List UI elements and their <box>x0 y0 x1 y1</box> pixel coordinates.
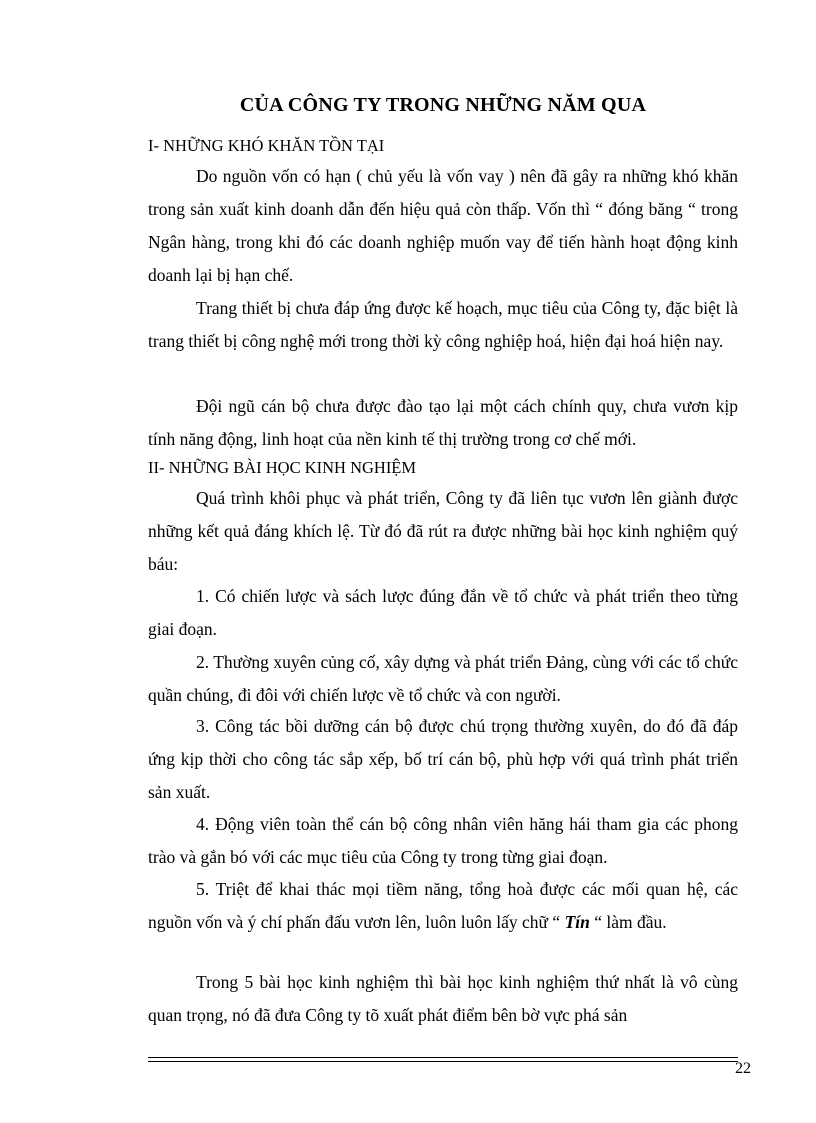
section-heading-difficulties: I- NHỮNG KHÓ KHĂN TỒN TẠI <box>148 136 385 155</box>
lesson-item-3: 3. Công tác bồi dưỡng cán bộ được chú trọng thường xuyên, do đó đã đáp ứng kịp thời cho công tác sắp xếp, bố trí cán bộ, phù hợp với quá trình phát triển sản xuất. <box>148 716 738 802</box>
page-title: CỦA CÔNG TY TRONG NHỮNG NĂM QUA <box>239 94 647 116</box>
lesson-5-text-start: 5. Triệt để khai thác mọi tiềm năng, tổng hoà được các mối quan hệ, các nguồn vốn và ý chí phấn đấu vươn lên, luôn luôn lấy chữ “ <box>148 879 738 932</box>
paragraph-equipment: Trang thiết bị chưa đáp ứng được kế hoạch, mục tiêu của Công ty, đặc biệt là trang thiết bị công nghệ mới trong thời kỳ công nghiệp hoá, hiện đại hoá hiện nay. <box>148 298 738 351</box>
lesson-item-4: 4. Động viên toàn thể cán bộ công nhân viên hăng hái tham gia các phong trào và gắn bó với các mục tiêu của Công ty trong từng giai đoạn. <box>148 814 738 867</box>
paragraph-lessons-intro: Quá trình khôi phục và phát triển, Công ty đã liên tục vươn lên giành được những kết quả đáng khích lệ. Từ đó đã rút ra được những bài học kinh nghiệm quý báu: <box>148 488 738 574</box>
paragraph-closing: Trong 5 bài học kinh nghiệm thì bài học kinh nghiệm thứ nhất là vô cùng quan trọng, nó đã đưa Công ty tõ xuất phát điểm bên bờ vực phá sản <box>148 972 738 1025</box>
footer-rule-bottom <box>148 1061 738 1062</box>
footer-rule-top <box>148 1057 738 1058</box>
section-heading-lessons: II- NHỮNG BÀI HỌC KINH NGHIỆM <box>148 458 417 477</box>
paragraph-staff: Đội ngũ cán bộ chưa được đào tạo lại một cách chính quy, chưa vươn kịp tính năng động, linh hoạt của nền kinh tế thị trường trong cơ chế mới. <box>148 396 738 449</box>
lesson-item-1: 1. Có chiến lược và sách lược đúng đắn về tổ chức và phát triển theo từng giai đoạn. <box>148 586 738 639</box>
page-number: 22 <box>735 1060 751 1077</box>
lesson-5-text-end: “ làm đầu. <box>589 912 667 932</box>
lesson-item-5 <box>148 873 738 939</box>
paragraph-capital: Do nguồn vốn có hạn ( chủ yếu là vốn vay ) nên đã gây ra những khó khăn trong sản xuất kinh doanh dẫn đến hiệu quả còn thấp. Vốn thì “ đóng băng “ trong Ngân hàng, trong khi đó các doanh nghiệp muốn vay để tiến hành hoạt động kinh doanh lại bị hạn chế. <box>148 166 738 285</box>
lesson-item-2: 2. Thường xuyên củng cố, xây dựng và phát triển Đảng, cùng với các tổ chức quần chúng, đi đôi với chiến lược về tổ chức và con người. <box>148 652 738 705</box>
lesson-5-emphasis: Tín <box>564 912 590 932</box>
